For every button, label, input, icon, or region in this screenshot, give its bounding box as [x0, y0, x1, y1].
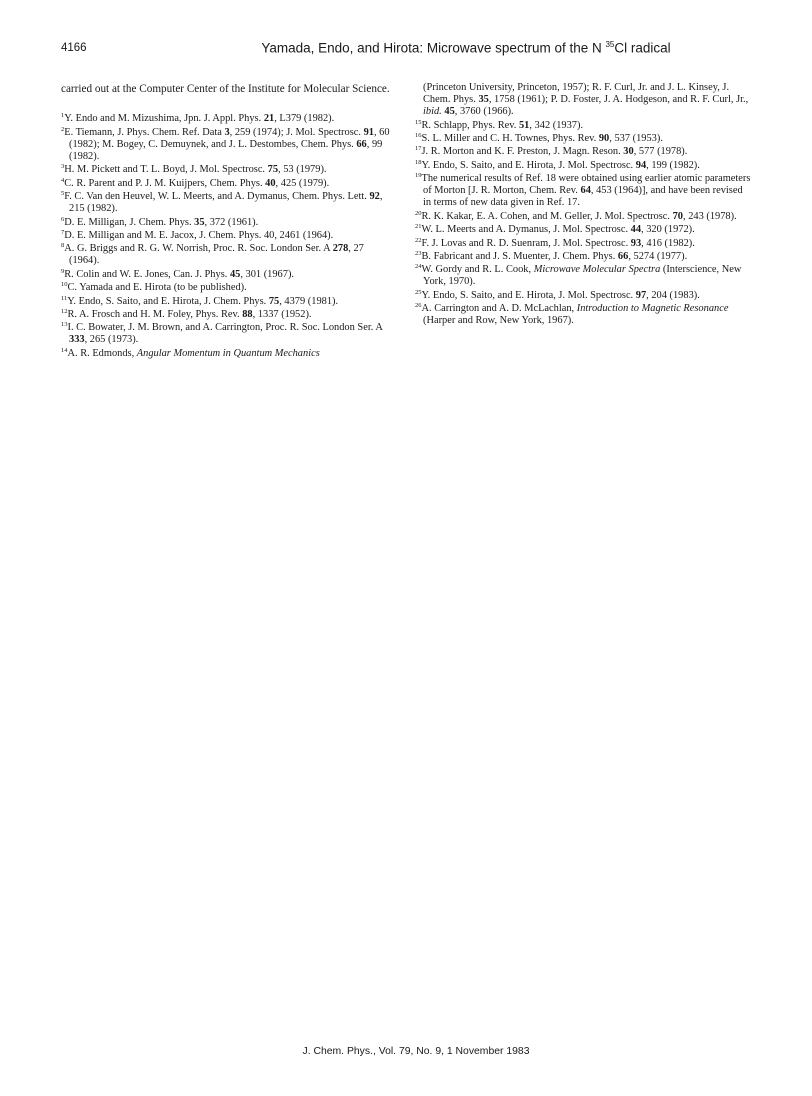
italic-title: Introduction to Magnetic Resonance: [576, 303, 729, 315]
volume-number: 30: [623, 146, 634, 158]
header-title-pre: Yamada, Endo, and Hirota: Microwave spectrum of the N: [261, 40, 606, 56]
reference-14-continuation: (Princeton University, Princeton, 1957); R. F. Curl, Jr. and J. L. Kinsey, J. Chem. Phys. 35, 1758 (1961); P. D. Foster, J. A. Hodgeson, and R. F. Curl, Jr., ibid. 45, 3760 (1966).: [423, 82, 749, 118]
header-isotope: 35: [605, 40, 615, 49]
reference-number: 16: [415, 131, 422, 139]
reference-number: 5: [61, 190, 65, 198]
right-column: [415, 82, 753, 329]
volume-number: 45: [229, 268, 241, 280]
volume-number: 75: [268, 295, 280, 307]
reference-15: $^{15}$R. Schlapp, Phys. Rev. 51, 342 (1937).: [415, 118, 584, 131]
reference-number: 10: [61, 281, 68, 289]
volume-number: 45: [444, 106, 455, 118]
volume-number: 21: [263, 113, 275, 125]
reference-number: 12: [61, 307, 68, 315]
reference-7: $^7$D. E. Milligan and M. E. Jacox, J. Chem. Phys. 40, 2461 (1964).: [61, 228, 334, 241]
reference-number: 2: [61, 125, 65, 133]
body-paragraph: carried out at the Computer Center of the Institute for Molecular Science.: [61, 83, 390, 95]
reference-11: $^{11}$Y. Endo, S. Saito, and E. Hirota, J. Chem. Phys. 75, 4379 (1981).: [61, 294, 339, 307]
reference-1: $^1$Y. Endo and M. Mizushima, Jpn. J. Appl. Phys. 21, L379 (1982).: [61, 112, 335, 125]
reference-number: 13: [61, 321, 68, 329]
reference-list-left: [61, 113, 391, 360]
reference-21: $^{21}$W. L. Meerts and A. Dymanus, J. Mol. Spectrosc. 44, 320 (1972).: [415, 223, 695, 236]
volume-number: 75: [267, 164, 279, 176]
reference-19: $^{19}$The numerical results of Ref. 18 were obtained using earlier atomic parameters of Morton [J. R. Morton, Chem. Rev. 64, 453 (1964)], and have been revised in terms of new data given in Ref. 17.: [415, 172, 751, 209]
reference-8: $^8$A. G. Briggs and R. G. W. Norrish, Proc. R. Soc. London Ser. A 278, 27 (1964).: [61, 242, 364, 267]
left-column: [61, 82, 391, 361]
volume-number: 88: [242, 308, 253, 320]
reference-number: 6: [61, 215, 65, 223]
reference-list-right: [415, 120, 753, 328]
reference-number: 21: [415, 223, 422, 231]
reference-10: $^{10}$C. Yamada and E. Hirota (to be published).: [61, 281, 247, 294]
reference-4: $^4$C. R. Parent and P. J. M. Kuijpers, Chem. Phys. 40, 425 (1979).: [61, 176, 330, 189]
reference-number: 1: [61, 112, 65, 120]
volume-number: 97: [635, 289, 647, 301]
volume-number: 35: [478, 94, 489, 106]
reference-number: 25: [415, 288, 422, 296]
italic-title: ibid.: [423, 106, 442, 118]
reference-number: 23: [415, 249, 422, 257]
reference-number: 9: [61, 267, 65, 275]
reference-2: $^2$E. Tiemann, J. Phys. Chem. Ref. Data 3, 259 (1974); J. Mol. Spectrosc. 91, 60 (1982); M. Bogey, C. Demuynek, and J. L. Destombes, Chem. Phys. 66, 99 (1982).: [61, 125, 390, 162]
volume-number: 3: [224, 126, 230, 138]
reference-number: 22: [415, 236, 422, 244]
volume-number: 44: [630, 224, 642, 236]
reference-13: $^{13}$I. C. Bowater, J. M. Brown, and A. Carrington, Proc. R. Soc. London Ser. A 333, 265 (1973).: [61, 321, 383, 346]
reference-3: $^3$H. M. Pickett and T. L. Boyd, J. Mol. Spectrosc. 75, 53 (1979).: [61, 163, 327, 176]
volume-number: 64: [580, 185, 591, 197]
reference-number: 24: [415, 263, 422, 271]
reference-number: 19: [415, 172, 422, 180]
reference-number: 20: [415, 209, 422, 217]
reference-22: $^{22}$F. J. Lovas and R. D. Suenram, J. Mol. Spectrosc. 93, 416 (1982).: [415, 236, 695, 249]
header-title-post: Cl radical: [614, 40, 671, 56]
reference-23: $^{23}$B. Fabricant and J. S. Muenter, J. Chem. Phys. 66, 5274 (1977).: [415, 249, 688, 262]
reference-9: $^9$R. Colin and W. E. Jones, Can. J. Phys. 45, 301 (1967).: [61, 267, 295, 280]
reference-number: 7: [61, 228, 65, 236]
reference-25: $^{25}$Y. Endo, S. Saito, and E. Hirota, J. Mol. Spectrosc. 97, 204 (1983).: [415, 288, 700, 301]
reference-number: 17: [415, 145, 422, 153]
running-header: [0, 40, 812, 56]
reference-number: 15: [415, 118, 422, 126]
reference-5: $^5$F. C. Van den Heuvel, W. L. Meerts, and A. Dymanus, Chem. Phys. Lett. 92, 215 (1982).: [61, 190, 383, 215]
italic-title: Microwave Molecular Spectra: [533, 264, 661, 276]
journal-footer: J. Chem. Phys., Vol. 79, No. 9, 1 November 1983: [302, 1046, 530, 1057]
volume-number: 40: [265, 177, 276, 189]
reference-24: $^{24}$W. Gordy and R. L. Cook, Microwave Molecular Spectra (Interscience, New York, 1970).: [415, 263, 742, 288]
volume-number: 94: [635, 159, 647, 171]
reference-number: 18: [415, 158, 422, 166]
reference-number: 4: [61, 176, 65, 184]
volume-number: 35: [194, 216, 205, 228]
reference-26: $^{26}$A. Carrington and A. D. McLachlan, Introduction to Magnetic Resonance (Harper and Row, New York, 1967).: [415, 302, 729, 327]
page-number: 4166: [61, 42, 87, 54]
reference-number: 26: [415, 302, 422, 310]
reference-number: 14: [61, 346, 68, 354]
volume-number: 90: [598, 132, 610, 144]
volume-number: 66: [617, 250, 629, 262]
volume-number: 70: [672, 210, 683, 222]
reference-12: $^{12}$R. A. Frosch and H. M. Foley, Phys. Rev. 88, 1337 (1952).: [61, 307, 312, 320]
reference-16: $^{16}$S. L. Miller and C. H. Townes, Phys. Rev. 90, 537 (1953).: [415, 131, 663, 144]
volume-number: 66: [356, 138, 367, 150]
reference-number: 3: [61, 163, 65, 171]
italic-title: Angular Momentum in Quantum Mechanics: [136, 347, 320, 359]
reference-17: $^{17}$J. R. Morton and K. F. Preston, J. Magn. Reson. 30, 577 (1978).: [415, 145, 688, 158]
reference-20: $^{20}$R. K. Kakar, E. A. Cohen, and M. Geller, J. Mol. Spectrosc. 70, 243 (1978).: [415, 209, 737, 222]
reference-14: $^{14}$A. R. Edmonds, Angular Momentum in Quantum Mechanics: [61, 346, 320, 359]
reference-18: $^{18}$Y. Endo, S. Saito, and E. Hirota, J. Mol. Spectrosc. 94, 199 (1982).: [415, 158, 700, 171]
volume-number: 92: [369, 191, 380, 203]
volume-number: 278: [332, 243, 349, 255]
volume-number: 51: [518, 119, 530, 131]
reference-number: 11: [61, 294, 68, 302]
reference-6: $^6$D. E. Milligan, J. Chem. Phys. 35, 372 (1961).: [61, 215, 259, 228]
reference-number: 8: [61, 242, 65, 250]
volume-number: 333: [69, 334, 85, 346]
volume-number: 93: [630, 237, 642, 249]
volume-number: 91: [363, 126, 374, 138]
